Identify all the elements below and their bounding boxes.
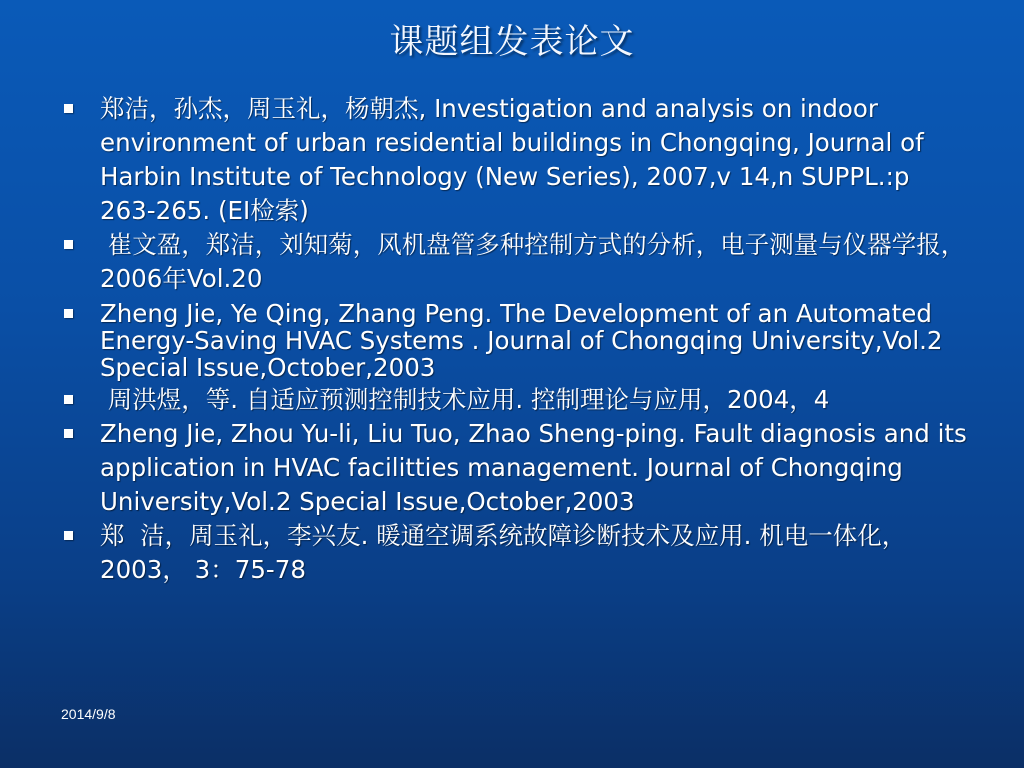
reference-item: [60, 300, 970, 381]
reference-item: [60, 519, 970, 587]
slide-title: 课题组发表论文: [389, 22, 635, 62]
square-bullet-icon: [64, 240, 73, 249]
slide-date: 2014/9/8: [61, 706, 116, 722]
square-bullet-icon: [64, 395, 73, 404]
reference-item: [60, 417, 970, 519]
reference-item: [60, 228, 970, 296]
reference-text: Zheng Jie, Ye Qing, Zhang Peng. The Development of an Automated Energy-Saving HVAC Systems . Journal of Chongqing University,Vol.2 Special Issue,October,2003: [100, 299, 943, 382]
reference-item: [60, 92, 970, 228]
reference-text: 崔文盈，郑洁，刘知菊，风机盘管多种控制方式的分析，电子测量与仪器学报，2006年Vol.20: [100, 230, 966, 293]
square-bullet-icon: [64, 104, 73, 113]
reference-text: 周洪煜，等. 自适应预测控制技术应用. 控制理论与应用，2004，4: [100, 385, 830, 414]
square-bullet-icon: [64, 309, 73, 318]
reference-text: 郑洁，孙杰，周玉礼，杨朝杰, Investigation and analysis on indoor environment of urban residential buildings in Chongqing, Journal of Harbin Institute of Technology (New Series), 2007,v 14,n SUPPL.:p 263-265. (EI检索): [100, 94, 924, 225]
square-bullet-icon: [64, 429, 73, 438]
reference-item: [60, 383, 970, 417]
reference-text: 郑 洁，周玉礼，李兴友. 暖通空调系统故障诊断技术及应用. 机电一体化，2003， 3：75-78: [100, 521, 907, 584]
reference-list: [60, 92, 970, 587]
square-bullet-icon: [64, 531, 73, 540]
reference-text: Zheng Jie, Zhou Yu-li, Liu Tuo, Zhao Sheng-ping. Fault diagnosis and its application in HVAC facilitties management. Journal of Chongqing University,Vol.2 Special Issue,October,2003: [100, 419, 967, 516]
